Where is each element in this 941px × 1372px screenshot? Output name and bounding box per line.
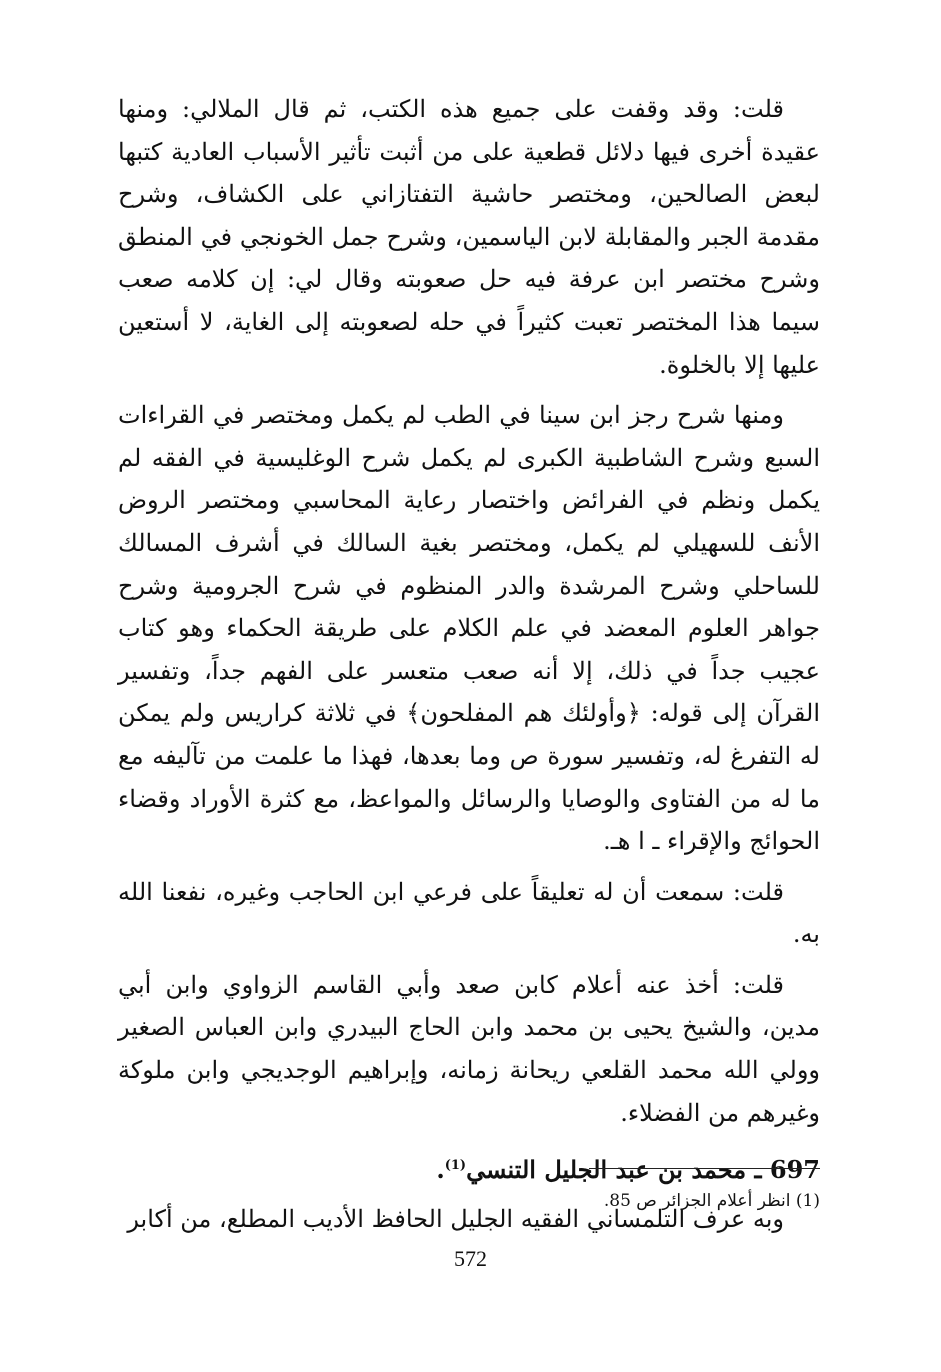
entry-heading-text: 697 ـ محمد بن عبد الجليل التنسي [466,1155,820,1185]
footnote-divider [589,1168,820,1169]
paragraph-3: قلت: سمعت أن له تعليقاً على فرعي ابن الحاجب وغيره، نفعنا الله به. [118,877,820,949]
paragraph-1: قلت: وقد وقفت على جميع هذه الكتب، ثم قال الملالي: ومنها عقيدة أخرى فيها دلائل قطعية على من أثبت تأثير الأسباب العادية كتبها لبعض الصالحين، ومختصر حاشية التفتازاني على الكشاف، وشرح مقدمة الجبر والمقابلة لابن الياسمين، وشرح جمل الخونجي في المنطق وشرح مختصر ابن عرفة فيه حل صعوبته وقال لي: إن كلامه صعب سيما هذا المختصر تعبت كثيراً في حله لصعوبته إلى الغاية، لا أستعين عليها إلا بالخلوة. [118,95,820,379]
entry-heading: 697 ـ محمد بن عبد الجليل التنسي$^{(1)}$. [436,1155,820,1185]
paragraph-2: ومنها شرح رجز ابن سينا في الطب لم يكمل ومختصر في القراءات السبع وشرح الشاطبية الكبرى لم يكمل شرح الوغليسية في الفقه لم يكمل ونظم في الفرائض واختصار رعاية المحاسبي ومختصر الروض الأنف للسهيلي لم يكمل، ومختصر بغية السالك في أشرف المسالك للساحلي وشرح المرشدة والدر المنظوم في شرح الجرومية وشرح جواهر العلوم المعضد في علم الكلام على طريقة الحكماء وهو كتاب عجيب جداً في ذلك، إلا أنه صعب متعسر على الفهم جداً، وتفسير القرآن إلى قوله: ﴿وأولئك هم المفلحون﴾ في ثلاثة كراريس ولم يمكن له التفرغ له، وتفسير سورة ص وما بعدها، فهذا ما علمت من تآليفه مع ما له من الفتاوى والوصايا والرسائل والمواعظ، مع كثرة الأوراد وقضاء الحوائج والإقراء ـ ا هـ. [118,401,820,856]
paragraph-4: قلت: أخذ عنه أعلام كابن صعد وأبي القاسم الزواوي وابن أبي مدين، والشيخ يحيى بن محمد وابن الحاج البيدري وابن العباس الصغير وولي الله محمد القلعي ريحانة زمانه، وإبراهيم الوجديجي وابن ملوكة وغيرهم من الفضلاء. [118,970,820,1127]
footnote-ref: (1) [444,1158,467,1174]
footnote: (1) انظر أعلام الجزائر ص 85. [603,1191,820,1211]
page-number: 572 [454,1246,487,1271]
page-body [118,88,820,1241]
entry-text: وبه عرف التلمساني الفقيه الجليل الحافظ الأديب المطلع، من أكابر [127,1205,784,1234]
